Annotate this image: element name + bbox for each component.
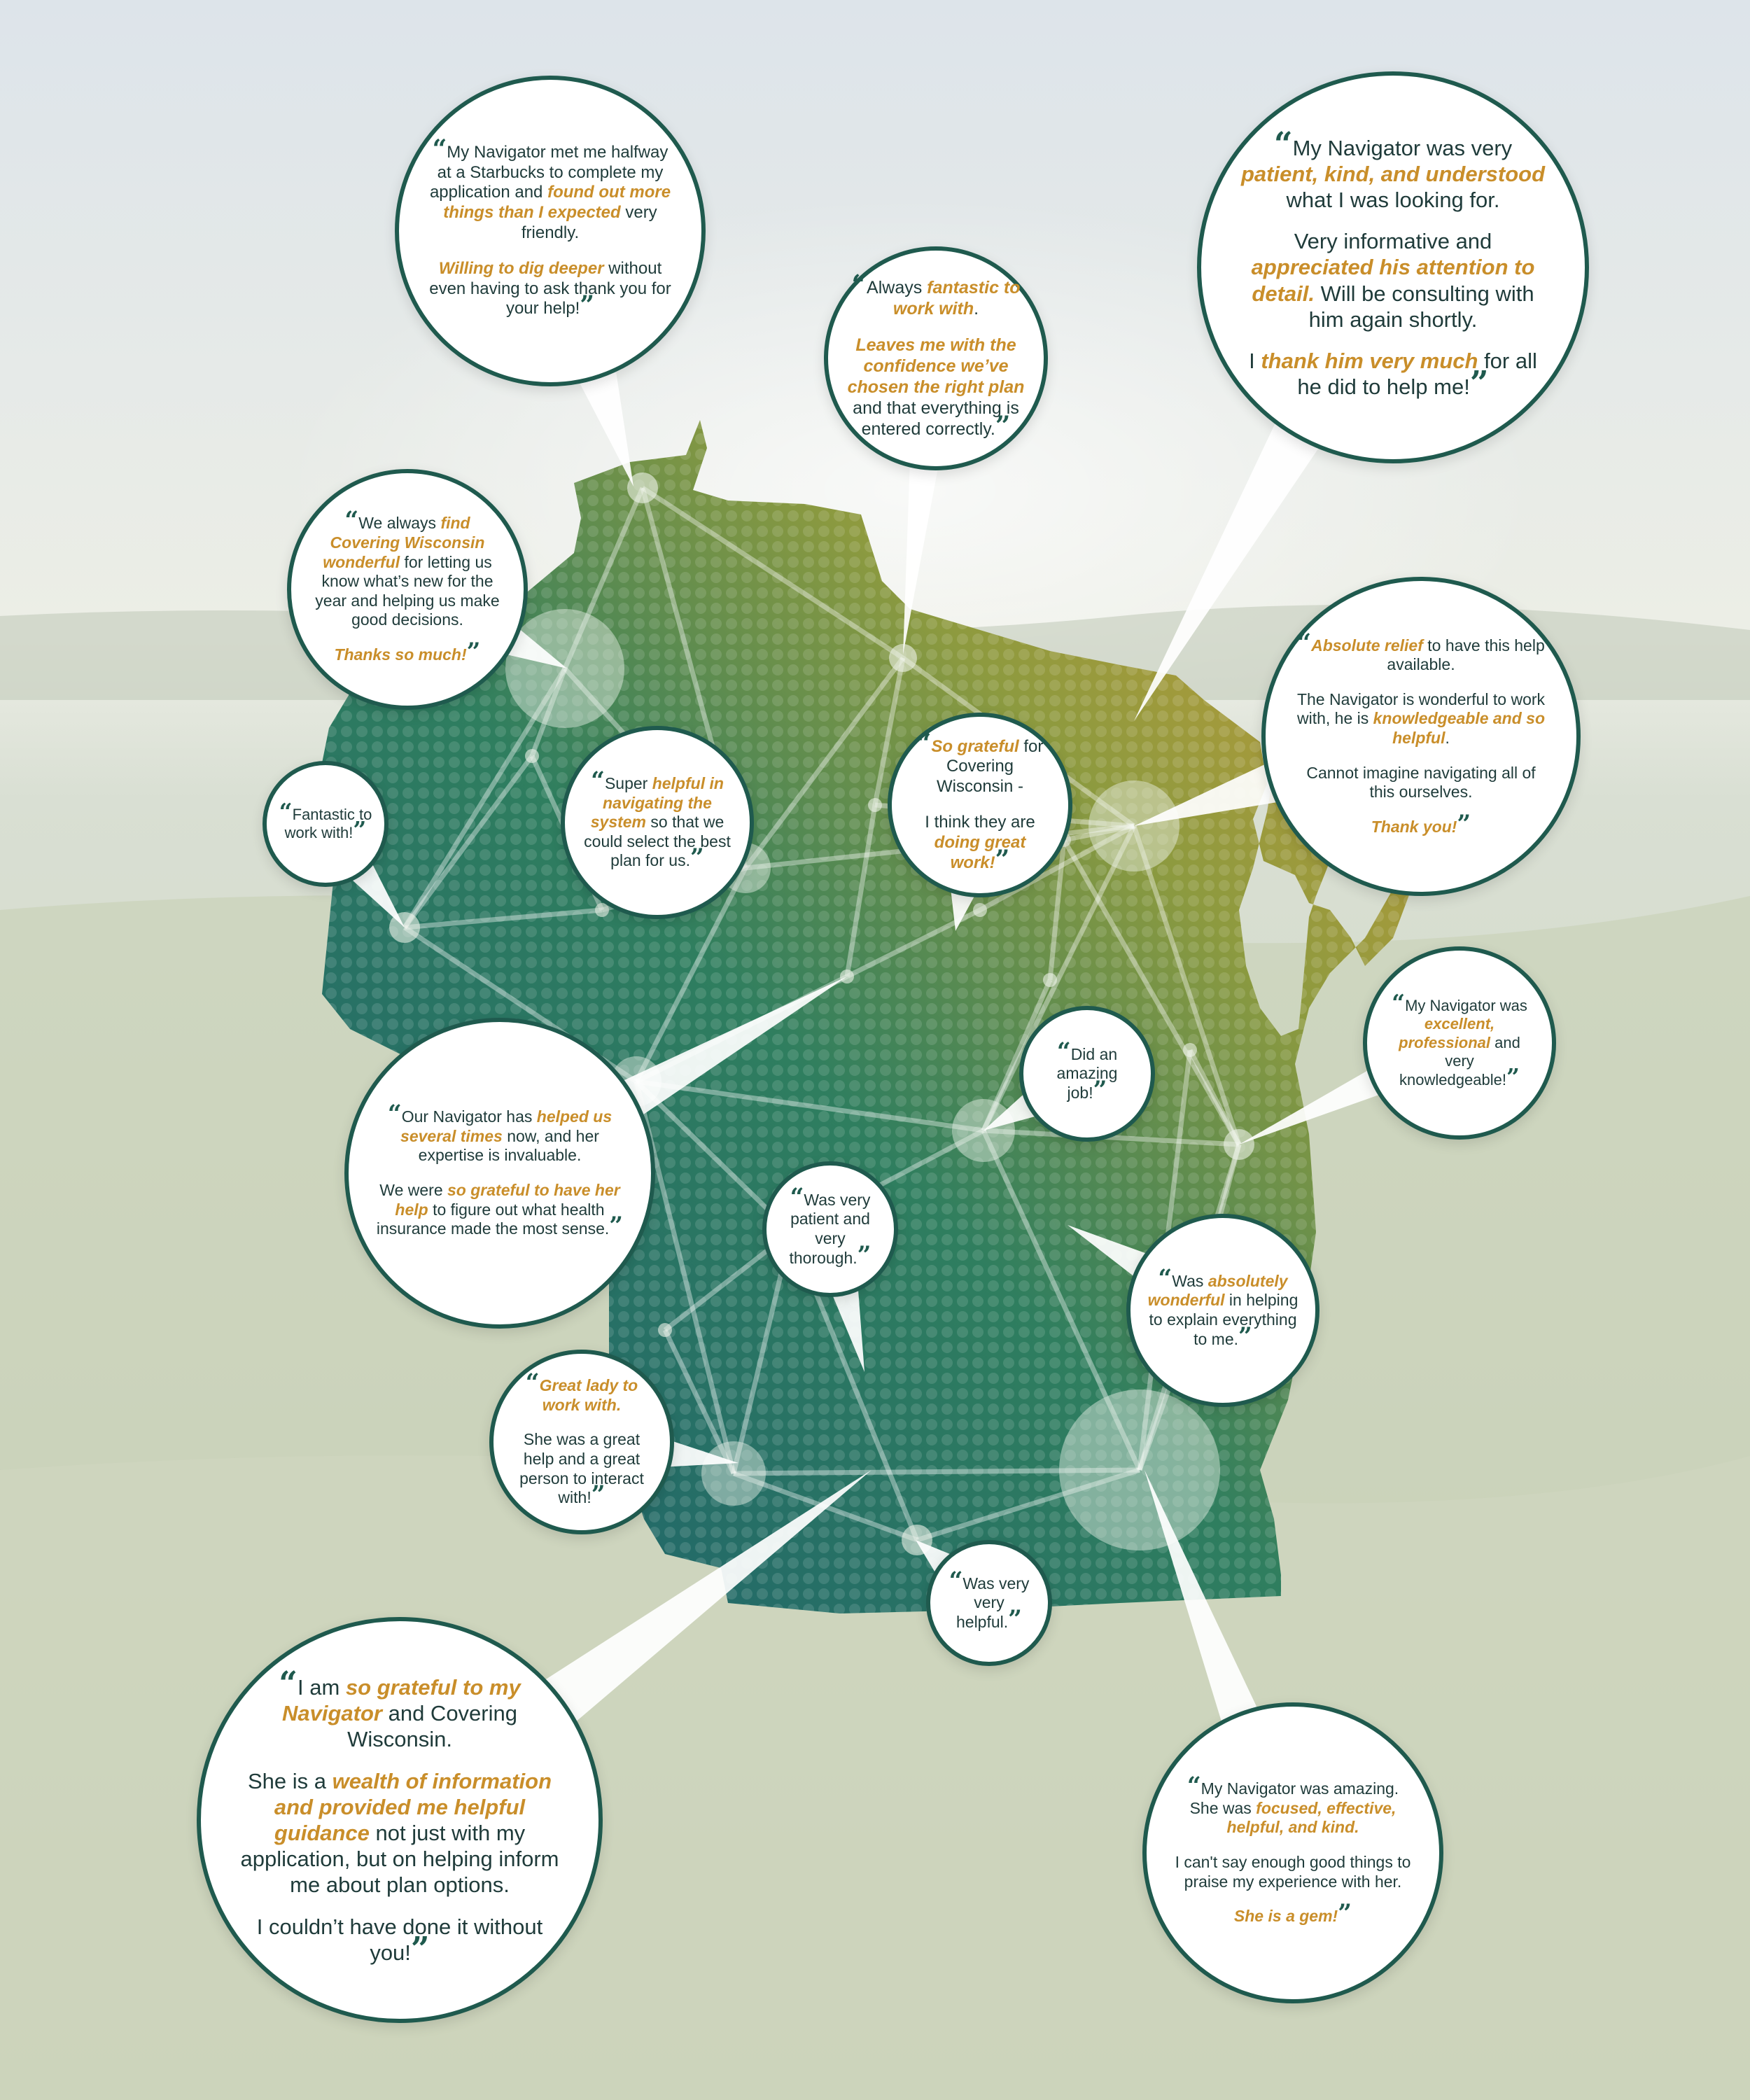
testimonial-text: for all he did to help me! — [1297, 348, 1537, 400]
testimonial-highlight: Thank you! — [1371, 817, 1457, 836]
testimonial-highlight: appreciated his attention to detail. — [1251, 255, 1535, 306]
testimonial-highlight: absolutely wonderful — [1147, 1271, 1288, 1310]
network-node — [889, 644, 917, 672]
open-quote-mark: “ — [916, 728, 932, 758]
testimonial-paragraph — [1035, 1037, 1140, 1105]
testimonial-text: to figure out what health insurance made the most sense. — [376, 1200, 610, 1238]
close-quote-mark: ” — [1469, 363, 1489, 402]
testimonial-paragraph — [581, 767, 734, 873]
close-quote-mark: ” — [1093, 1076, 1107, 1105]
testimonial-paragraph — [235, 1768, 564, 1898]
testimonial-bubble — [1197, 71, 1589, 463]
testimonial-paragraph — [1172, 1772, 1413, 1837]
testimonial-highlight: She is a gem! — [1233, 1907, 1338, 1926]
testimonial-highlight: Willing to dig deeper — [438, 258, 604, 278]
testimonial-bubble — [824, 246, 1048, 470]
open-quote-mark: “ — [279, 797, 293, 825]
testimonial-paragraph — [312, 507, 503, 630]
network-node — [505, 609, 624, 728]
testimonial-text: We always — [358, 514, 441, 533]
testimonial-bubble — [197, 1617, 603, 2023]
testimonial-bubble — [926, 1540, 1052, 1666]
testimonial-highlight: so grateful to have her help — [395, 1181, 620, 1219]
testimonial-text: so that we could select the best plan for us. — [584, 813, 731, 870]
network-node — [868, 798, 882, 812]
testimonial-text: My Navigator was amazing. She was — [1189, 1779, 1399, 1817]
testimonial-bubble — [1126, 1214, 1320, 1407]
testimonial-highlight: So grateful — [931, 736, 1019, 756]
testimonial-highlight: found out more things than I expected — [443, 183, 671, 223]
network-node — [658, 1323, 672, 1337]
close-quote-mark: ” — [580, 290, 595, 321]
testimonial-bubble — [262, 761, 388, 887]
testimonial-text: My Navigator was — [1405, 997, 1527, 1015]
testimonial-paragraph — [1383, 989, 1536, 1091]
testimonial-text: to have this help available. — [1387, 636, 1545, 674]
testimonial-paragraph — [941, 1567, 1037, 1634]
testimonial-text: Was very very helpful. — [955, 1574, 1030, 1631]
open-quote-mark: “ — [1392, 989, 1406, 1017]
testimonial-text: and Covering Wisconsin. — [347, 1701, 517, 1752]
open-quote-mark: “ — [1186, 1772, 1201, 1801]
testimonial-paragraph — [847, 335, 1025, 440]
network-node — [973, 903, 987, 917]
testimonial-text: what I was looking for. — [1286, 188, 1500, 213]
testimonial-paragraph — [426, 134, 675, 244]
close-quote-mark: ” — [995, 844, 1010, 874]
open-quote-mark: “ — [948, 1567, 963, 1595]
close-quote-mark: ” — [1008, 1605, 1023, 1634]
testimonial-paragraph — [1293, 690, 1549, 748]
open-quote-mark: “ — [1297, 629, 1312, 657]
open-quote-mark: “ — [1273, 124, 1293, 163]
testimonial-highlight: find Covering Wisconsin wonderful — [323, 514, 485, 571]
testimonial-text: Fantastic to work with! — [284, 805, 372, 841]
testimonial-text: I can't say enough good things to praise my experience with her. — [1175, 1853, 1411, 1891]
testimonial-text: Was very patient and very thorough. — [789, 1190, 871, 1267]
testimonial-paragraph — [1235, 124, 1551, 214]
testimonial-paragraph — [1371, 810, 1471, 839]
testimonial-text: Did an amazing job! — [1056, 1044, 1118, 1102]
testimonial-highlight: Absolute relief — [1311, 636, 1423, 654]
testimonial-text: . — [974, 299, 979, 318]
testimonial-paragraph — [426, 259, 675, 319]
testimonial-text: I am — [298, 1675, 346, 1700]
testimonial-bubble — [888, 713, 1072, 897]
open-quote-mark: “ — [344, 507, 359, 536]
testimonial-paragraph — [1233, 1900, 1352, 1928]
testimonial-paragraph — [509, 1430, 654, 1510]
testimonial-highlight: knowledgeable and so helpful — [1373, 709, 1546, 747]
testimonial-highlight: helped us several times — [400, 1107, 612, 1145]
testimonial-bubble — [1019, 1006, 1155, 1142]
close-quote-mark: ” — [690, 844, 704, 873]
testimonial-text: without even having to ask thank you for your help! — [429, 258, 671, 318]
testimonial-text: for Covering Wisconsin - — [936, 736, 1044, 797]
testimonial-highlight: thank him very much — [1261, 348, 1478, 373]
testimonial-text: Was — [1172, 1271, 1208, 1290]
network-node — [701, 1441, 766, 1506]
testimonial-bubble — [1261, 577, 1581, 896]
testimonial-paragraph — [907, 728, 1053, 797]
testimonial-text: Always — [867, 278, 927, 298]
testimonial-text: I couldn’t have done it without you! — [256, 1914, 543, 1965]
close-quote-mark: ” — [1238, 1322, 1252, 1351]
testimonial-paragraph — [1172, 1853, 1413, 1891]
testimonial-bubble — [561, 726, 754, 919]
testimonial-text: and very knowledgeable! — [1399, 1033, 1520, 1088]
testimonial-text: not just with my application, but on helping inform me about plan options. — [240, 1821, 559, 1898]
testimonial-paragraph — [277, 797, 374, 844]
testimonial-bubble — [762, 1161, 898, 1297]
testimonial-text: in helping to explain everything to me. — [1149, 1291, 1298, 1348]
close-quote-mark: ” — [1506, 1063, 1520, 1091]
testimonial-highlight: helpful in navigating the system — [590, 774, 724, 832]
close-quote-mark: ” — [410, 1928, 430, 1968]
testimonial-paragraph — [334, 638, 481, 666]
testimonial-text: Will be consulting with him again shortly. — [1308, 281, 1534, 332]
network-node — [1043, 973, 1057, 987]
testimonial-highlight: so grateful to my Navigator — [282, 1675, 521, 1726]
testimonial-paragraph — [1235, 348, 1551, 400]
testimonial-text: Super — [604, 774, 652, 793]
open-quote-mark: “ — [432, 134, 447, 164]
testimonial-text: for letting us know what’s new for the year and helping us make good decisions. — [315, 552, 500, 629]
testimonial-highlight: fantastic to work with — [892, 278, 1021, 318]
testimonial-text: I think they are — [925, 813, 1035, 832]
testimonial-paragraph — [1147, 1264, 1299, 1351]
testimonial-paragraph — [375, 1181, 624, 1239]
testimonial-paragraph — [907, 813, 1053, 873]
open-quote-mark: “ — [591, 767, 605, 796]
testimonial-highlight: wealth of information and provided me helpful guidance — [274, 1768, 552, 1845]
close-quote-mark: ” — [1457, 810, 1471, 839]
close-quote-mark: ” — [466, 638, 481, 666]
close-quote-mark: ” — [609, 1212, 624, 1241]
testimonial-paragraph — [1293, 629, 1549, 675]
testimonial-text: and that everything is entered correctly. — [853, 398, 1019, 439]
testimonial-bubble — [395, 76, 706, 386]
testimonial-paragraph — [1235, 228, 1551, 332]
testimonial-text: The Navigator is wonderful to work with, he is — [1296, 690, 1546, 728]
testimonial-text: Our Navigator has — [401, 1107, 537, 1126]
testimonial-paragraph — [847, 269, 1025, 319]
testimonial-text: She is a — [247, 1768, 332, 1793]
open-quote-mark: “ — [525, 1369, 540, 1398]
open-quote-mark: “ — [851, 269, 867, 300]
testimonial-bubble — [344, 1018, 655, 1329]
testimonial-bubble — [489, 1350, 674, 1534]
network-node — [525, 749, 539, 763]
testimonial-text: Very informative and — [1294, 229, 1492, 254]
testimonial-paragraph — [509, 1369, 654, 1415]
testimonial-paragraph — [375, 1100, 624, 1166]
testimonial-highlight: Thanks so much! — [334, 645, 467, 664]
open-quote-mark: “ — [387, 1100, 402, 1129]
testimonial-text: My Navigator met me halfway at a Starbucks to complete my application and — [429, 142, 668, 202]
testimonial-text: We were — [379, 1181, 448, 1199]
testimonial-bubble — [1142, 1702, 1443, 2003]
close-quote-mark: ” — [857, 1241, 872, 1270]
testimonial-paragraph — [1293, 764, 1549, 802]
testimonial-highlight: Leaves me with the confidence we’ve chosen the right plan — [847, 335, 1025, 397]
open-quote-mark: “ — [1158, 1264, 1172, 1293]
close-quote-mark: ” — [353, 816, 367, 844]
testimonial-text: She was a great help and a great person to interact with! — [519, 1430, 644, 1507]
open-quote-mark: “ — [1056, 1037, 1071, 1066]
testimonial-text: now, and her expertise is invaluable. — [418, 1126, 599, 1165]
network-node — [1183, 1043, 1197, 1057]
testimonial-highlight: patient, kind, and understood — [1241, 161, 1545, 186]
testimonial-bubble — [1363, 946, 1556, 1140]
testimonial-bubble — [287, 469, 528, 710]
testimonial-highlight: Great lady to work with. — [539, 1376, 638, 1414]
testimonial-highlight: excellent, professional — [1399, 1015, 1495, 1051]
network-node — [1059, 1390, 1220, 1550]
testimonial-paragraph — [778, 1183, 883, 1270]
testimonial-text: I — [1249, 348, 1261, 373]
testimonial-text: . — [1445, 729, 1450, 747]
testimonial-paragraph — [235, 1914, 564, 1966]
close-quote-mark: ” — [1338, 1900, 1352, 1928]
close-quote-mark: ” — [591, 1481, 606, 1510]
testimonial-text: Cannot imagine navigating all of this ourselves. — [1306, 763, 1536, 802]
testimonial-highlight: focused, effective, helpful, and kind. — [1226, 1798, 1396, 1837]
close-quote-mark: ” — [995, 410, 1011, 441]
testimonial-text: very friendly. — [521, 203, 657, 242]
testimonial-highlight: doing great work! — [934, 832, 1026, 872]
testimonial-paragraph — [235, 1664, 564, 1753]
open-quote-mark: “ — [790, 1183, 804, 1212]
open-quote-mark: “ — [279, 1664, 298, 1703]
testimonial-text: My Navigator was very — [1292, 135, 1513, 160]
